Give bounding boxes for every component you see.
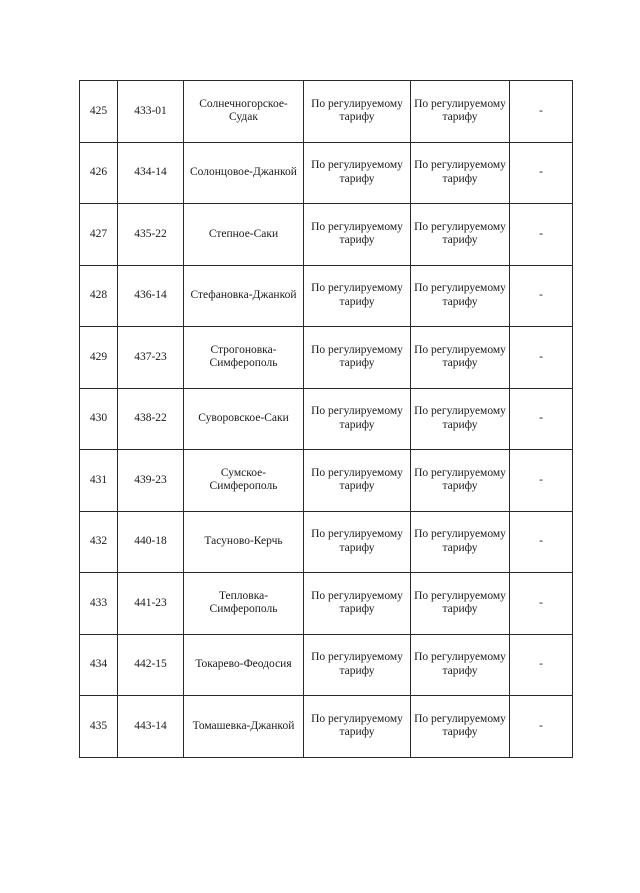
route-code-cell: 433-01 (118, 81, 184, 143)
extra-cell: - (510, 450, 573, 512)
row-number-cell: 434 (80, 634, 118, 696)
tariff-cell-alt: По регулируемому тарифу (411, 327, 510, 389)
extra-cell: - (510, 696, 573, 758)
table-row (80, 634, 573, 696)
route-code-cell: 435-22 (118, 204, 184, 266)
extra-cell: - (510, 511, 573, 573)
row-number-cell: 429 (80, 327, 118, 389)
tariff-cell: По регулируемому тарифу (304, 204, 411, 266)
route-name-cell: Солонцовое-Джанкой (184, 142, 304, 204)
routes-table (79, 80, 573, 758)
extra-cell: - (510, 204, 573, 266)
tariff-cell: По регулируемому тарифу (304, 327, 411, 389)
tariff-cell-alt: По регулируемому тарифу (411, 634, 510, 696)
table-row (80, 573, 573, 635)
tariff-cell: По регулируемому тарифу (304, 142, 411, 204)
table-row (80, 327, 573, 389)
tariff-cell-alt: По регулируемому тарифу (411, 511, 510, 573)
row-number-cell: 431 (80, 450, 118, 512)
tariff-cell-alt: По регулируемому тарифу (411, 388, 510, 450)
extra-cell: - (510, 327, 573, 389)
extra-cell: - (510, 634, 573, 696)
route-code-cell: 439-23 (118, 450, 184, 512)
table-row (80, 511, 573, 573)
route-name-cell: Тепловка-Симферополь (184, 573, 304, 635)
route-name-cell: Токарево-Феодосия (184, 634, 304, 696)
route-name-cell: Стефановка-Джанкой (184, 265, 304, 327)
extra-cell: - (510, 388, 573, 450)
tariff-cell-alt: По регулируемому тарифу (411, 696, 510, 758)
extra-cell: - (510, 573, 573, 635)
route-name-cell: Суворовское-Саки (184, 388, 304, 450)
tariff-cell: По регулируемому тарифу (304, 511, 411, 573)
route-code-cell: 436-14 (118, 265, 184, 327)
row-number-cell: 427 (80, 204, 118, 266)
table-row (80, 142, 573, 204)
routes-table-body (80, 81, 573, 758)
tariff-cell: По регулируемому тарифу (304, 634, 411, 696)
tariff-cell: По регулируемому тарифу (304, 573, 411, 635)
row-number-cell: 433 (80, 573, 118, 635)
tariff-cell: По регулируемому тарифу (304, 696, 411, 758)
route-name-cell: Строгоновка-Симферополь (184, 327, 304, 389)
tariff-cell: По регулируемому тарифу (304, 81, 411, 143)
table-row (80, 204, 573, 266)
route-code-cell: 434-14 (118, 142, 184, 204)
tariff-cell-alt: По регулируемому тарифу (411, 204, 510, 266)
tariff-cell-alt: По регулируемому тарифу (411, 265, 510, 327)
route-name-cell: Томашевка-Джанкой (184, 696, 304, 758)
tariff-cell-alt: По регулируемому тарифу (411, 142, 510, 204)
row-number-cell: 435 (80, 696, 118, 758)
table-row (80, 388, 573, 450)
route-name-cell: Степное-Саки (184, 204, 304, 266)
tariff-cell-alt: По регулируемому тарифу (411, 450, 510, 512)
extra-cell: - (510, 265, 573, 327)
route-name-cell: Солнечногорское-Судак (184, 81, 304, 143)
row-number-cell: 430 (80, 388, 118, 450)
tariff-cell: По регулируемому тарифу (304, 265, 411, 327)
route-code-cell: 441-23 (118, 573, 184, 635)
table-row (80, 265, 573, 327)
tariff-cell-alt: По регулируемому тарифу (411, 573, 510, 635)
route-code-cell: 443-14 (118, 696, 184, 758)
route-code-cell: 437-23 (118, 327, 184, 389)
row-number-cell: 426 (80, 142, 118, 204)
route-code-cell: 440-18 (118, 511, 184, 573)
table-row (80, 696, 573, 758)
route-code-cell: 438-22 (118, 388, 184, 450)
route-name-cell: Сумское-Симферополь (184, 450, 304, 512)
route-code-cell: 442-15 (118, 634, 184, 696)
route-name-cell: Тасуново-Керчь (184, 511, 304, 573)
tariff-cell-alt: По регулируемому тарифу (411, 81, 510, 143)
row-number-cell: 428 (80, 265, 118, 327)
extra-cell: - (510, 142, 573, 204)
tariff-cell: По регулируемому тарифу (304, 450, 411, 512)
row-number-cell: 425 (80, 81, 118, 143)
table-row (80, 450, 573, 512)
table-row (80, 81, 573, 143)
extra-cell: - (510, 81, 573, 143)
row-number-cell: 432 (80, 511, 118, 573)
tariff-cell: По регулируемому тарифу (304, 388, 411, 450)
